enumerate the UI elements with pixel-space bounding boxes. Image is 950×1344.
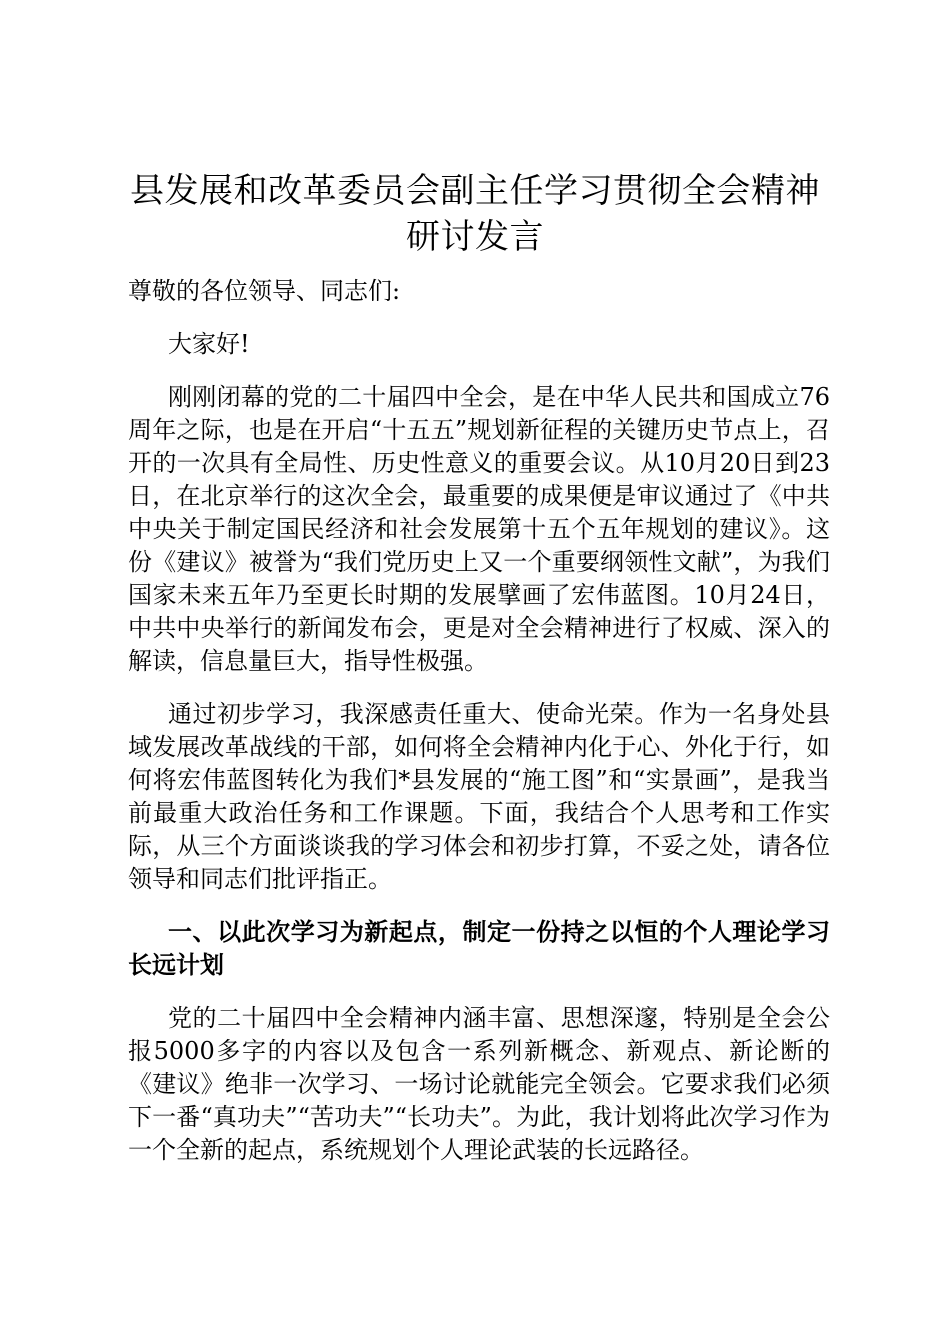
greeting: 大家好! xyxy=(168,330,250,358)
document-body xyxy=(128,275,830,1187)
section-1-paragraph: 党的二十届四中全会精神内涵丰富、思想深邃，特别是全会公报5000多字的内容以及包含一系列新概念、新观点、新论断的《建议》绝非一次学习、一场讨论就能完全领会。它要求我们必须下一番“真功夫”“苦功夫”“长功夫”。为此，我计划将此次学习作为一个全新的起点，系统规划个人理论武装的长远路径。 xyxy=(128,1004,830,1164)
document-title xyxy=(120,168,830,260)
salutation: 尊敬的各位领导、同志们: xyxy=(128,277,401,305)
section-heading-1: 一、以此次学习为新起点，制定一份持之以恒的个人理论学习长远计划 xyxy=(128,918,830,979)
title-line-2: 研讨发言 xyxy=(406,217,544,257)
paragraph-intro: 通过初步学习，我深感责任重大、使命光荣。作为一名身处县域发展改革战线的干部，如何将全会精神内化于心、外化于行，如何将宏伟蓝图转化为我们*县发展的“施工图”和“实景画”，是我当前最重大政治任务和工作课题。下面，我结合个人思考和工作实际，从三个方面谈谈我的学习体会和初步打算，不妥之处，请各位领导和同志们批评指正。 xyxy=(128,700,830,893)
paragraph-opening: 刚刚闭幕的党的二十届四中全会，是在中华人民共和国成立76周年之际，也是在开启“十五五”规划新征程的关键历史节点上，召开的一次具有全局性、历史性意义的重要会议。从10月20日到23日，在北京举行的这次全会，最重要的成果便是审议通过了《中共中央关于制定国民经济和社会发展第十五个五年规划的建议》。这份《建议》被誉为“我们党历史上又一个重要纲领性文献”，为我们国家未来五年乃至更长时期的发展擘画了宏伟蓝图。10月24日，中共中央举行的新闻发布会，更是对全会精神进行了权威、深入的解读，信息量巨大，指导性极强。 xyxy=(128,383,830,675)
title-line-1: 县发展和改革委员会副主任学习贯彻全会精神 xyxy=(130,171,820,211)
